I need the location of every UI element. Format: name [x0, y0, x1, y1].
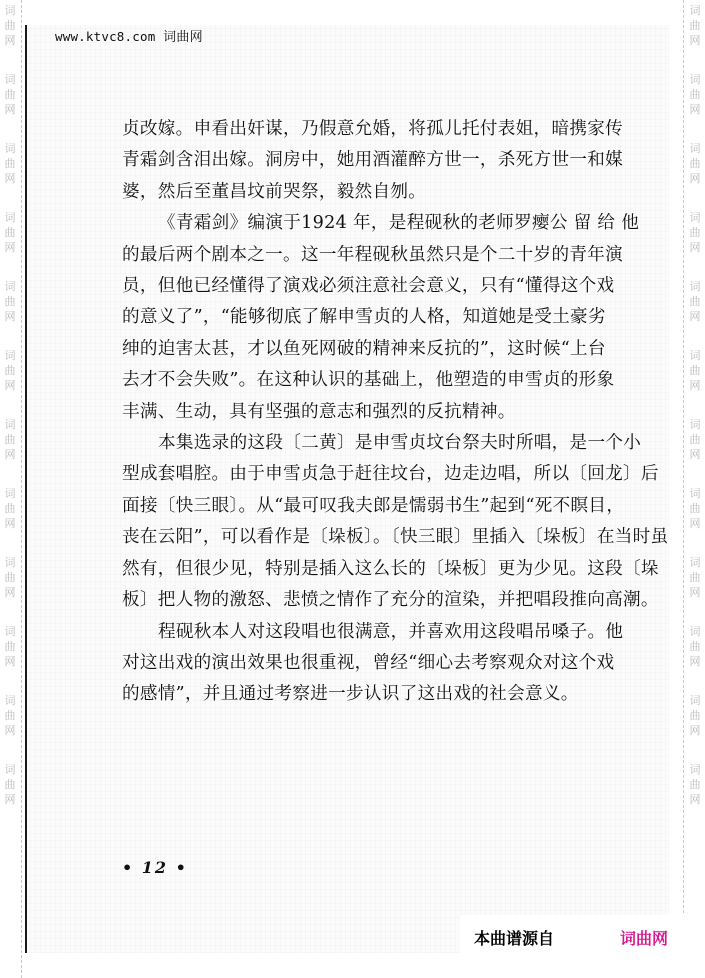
page-left-border	[25, 25, 27, 953]
watermark-char: 词	[689, 487, 701, 500]
watermark-char: 曲	[4, 157, 16, 170]
watermark-char: 网	[689, 793, 701, 806]
paragraph-1	[122, 114, 652, 208]
text-line: 本集选录的这段〔二黄〕是申雪贞坟台祭夫时所唱，是一个小	[158, 433, 642, 454]
text-line: 的意义了”，“能够彻底了解申雪贞的人格，知道她是受土豪劣	[122, 307, 606, 328]
watermark-group	[5, 348, 16, 393]
watermark-char: 词	[4, 625, 16, 638]
watermark-char: 曲	[4, 778, 16, 791]
text-line: 丰满、生动，具有坚强的意志和强烈的反抗精神。	[122, 401, 516, 422]
watermark-char: 曲	[689, 226, 701, 239]
article-body	[122, 114, 669, 711]
left-watermark-column	[0, 0, 20, 978]
watermark-char: 词	[689, 211, 701, 224]
watermark-char: 词	[689, 349, 701, 362]
watermark-char: 词	[689, 73, 701, 86]
text-line: 员，但他已经懂得了演戏必须注意社会意义，只有“懂得这个戏	[122, 276, 615, 297]
paragraph-2	[122, 208, 652, 428]
watermark-char: 词	[689, 556, 701, 569]
watermark-group	[690, 417, 701, 462]
watermark-char: 词	[4, 556, 16, 569]
watermark-char: 词	[689, 4, 701, 17]
watermark-char: 曲	[4, 364, 16, 377]
watermark-char: 曲	[689, 709, 701, 722]
watermark-group	[690, 210, 701, 255]
watermark-char: 词	[689, 142, 701, 155]
watermark-char: 网	[4, 379, 16, 392]
watermark-char: 曲	[4, 88, 16, 101]
watermark-char: 词	[4, 73, 16, 86]
watermark-group	[690, 348, 701, 393]
page-number: • 12 •	[122, 858, 188, 877]
text-line: 面接〔快三眼〕。从“最可叹我夫郎是懦弱书生”起到“死不瞑目，	[122, 495, 625, 516]
watermark-char: 词	[4, 4, 16, 17]
watermark-char: 词	[4, 763, 16, 776]
watermark-char: 词	[689, 625, 701, 638]
watermark-group	[690, 3, 701, 48]
watermark-group	[690, 693, 701, 738]
watermark-char: 词	[4, 694, 16, 707]
text-line: 婆，然后至董昌坟前哭祭，毅然自刎。	[122, 181, 427, 202]
watermark-group	[5, 417, 16, 462]
watermark-char: 曲	[689, 433, 701, 446]
text-line: 青霜剑含泪出嫁。洞房中，她用酒灌醉方世一，杀死方世一和媒	[122, 150, 624, 171]
watermark-char: 网	[4, 34, 16, 47]
watermark-char: 网	[689, 172, 701, 185]
watermark-char: 词	[689, 418, 701, 431]
watermark-char: 网	[689, 724, 701, 737]
watermark-char: 网	[4, 517, 16, 530]
watermark-char: 曲	[4, 502, 16, 515]
watermark-char: 词	[4, 280, 16, 293]
watermark-group	[5, 210, 16, 255]
watermark-char: 词	[4, 418, 16, 431]
site-header	[55, 26, 203, 45]
text-line: 的最后两个剧本之一。这一年程砚秋虽然只是个二十岁的青年演	[122, 244, 624, 265]
text-line: 丧在云阳”，可以看作是〔垛板〕。〔快三眼〕里插入〔垛板〕在当时虽	[122, 527, 669, 548]
watermark-char: 曲	[4, 433, 16, 446]
watermark-char: 网	[4, 448, 16, 461]
watermark-group	[5, 762, 16, 807]
paragraph-3	[122, 428, 669, 616]
watermark-char: 网	[4, 241, 16, 254]
watermark-group	[5, 555, 16, 600]
watermark-group	[5, 486, 16, 531]
watermark-char: 词	[689, 694, 701, 707]
watermark-group	[5, 693, 16, 738]
site-name: 词曲网	[163, 30, 203, 45]
watermark-char: 网	[689, 103, 701, 116]
watermark-char: 词	[4, 349, 16, 362]
watermark-char: 网	[689, 586, 701, 599]
watermark-char: 曲	[689, 640, 701, 653]
watermark-char: 词	[4, 142, 16, 155]
right-watermark-column	[685, 0, 705, 978]
watermark-char: 网	[4, 655, 16, 668]
watermark-char: 曲	[689, 571, 701, 584]
watermark-char: 曲	[4, 571, 16, 584]
watermark-group	[5, 3, 16, 48]
watermark-char: 网	[4, 172, 16, 185]
watermark-group	[5, 624, 16, 669]
watermark-char: 网	[689, 448, 701, 461]
watermark-group	[5, 279, 16, 324]
watermark-group	[690, 279, 701, 324]
watermark-char: 网	[689, 310, 701, 323]
watermark-char: 曲	[689, 364, 701, 377]
watermark-char: 网	[4, 103, 16, 116]
text-line: 绅的迫害太甚，才以鱼死网破的精神来反抗的”，这时候“上台	[122, 338, 606, 359]
text-line: 贞改嫁。申看出奸谋，乃假意允婚，将孤儿托付表姐，暗携家传	[122, 119, 624, 139]
watermark-char: 网	[4, 724, 16, 737]
watermark-char: 曲	[689, 88, 701, 101]
watermark-char: 曲	[689, 295, 701, 308]
watermark-char: 词	[4, 211, 16, 224]
watermark-char: 网	[4, 793, 16, 806]
watermark-char: 曲	[689, 502, 701, 515]
text-line: 然有，但很少见，特别是插入这么长的〔垛板〕更为少见。这段〔垛	[122, 558, 659, 579]
watermark-char: 网	[689, 517, 701, 530]
watermark-char: 网	[689, 655, 701, 668]
watermark-char: 词	[4, 487, 16, 500]
site-url: www.ktvc8.com	[55, 29, 156, 44]
text-line: 的感情”，并且通过考察进一步认识了这出戏的社会意义。	[122, 684, 579, 705]
watermark-char: 曲	[4, 640, 16, 653]
watermark-char: 曲	[689, 157, 701, 170]
watermark-group	[5, 72, 16, 117]
text-line: 去才不会失败”。在这种认识的基础上，他塑造的申雪贞的形象	[122, 370, 615, 391]
text-line: 板〕把人物的激怒、悲愤之情作了充分的渲染，并把唱段推向高潮。	[122, 590, 659, 611]
watermark-char: 网	[689, 241, 701, 254]
watermark-char: 曲	[4, 226, 16, 239]
watermark-group	[690, 486, 701, 531]
watermark-char: 网	[4, 310, 16, 323]
watermark-char: 词	[689, 763, 701, 776]
watermark-char: 曲	[689, 778, 701, 791]
watermark-char: 曲	[4, 19, 16, 32]
watermark-group	[690, 624, 701, 669]
text-line: 《青霜剑》编演于1924 年，是程砚秋的老师罗瘿公 留 给 他	[158, 213, 640, 234]
watermark-char: 词	[689, 280, 701, 293]
right-watermark-divider	[683, 0, 684, 978]
watermark-char: 网	[689, 34, 701, 47]
text-line: 型成套唱腔。由于申雪贞急于赶往坟台，边走边唱，所以〔回龙〕后	[122, 464, 659, 485]
watermark-char: 曲	[689, 19, 701, 32]
left-watermark-divider	[21, 0, 22, 978]
watermark-group	[690, 555, 701, 600]
watermark-char: 曲	[4, 709, 16, 722]
watermark-char: 网	[689, 379, 701, 392]
watermark-char: 曲	[4, 295, 16, 308]
footer-source-label: 本曲谱源自	[474, 929, 555, 948]
watermark-group	[690, 72, 701, 117]
watermark-group	[690, 141, 701, 186]
watermark-group	[690, 762, 701, 807]
watermark-group	[5, 141, 16, 186]
watermark-char: 网	[4, 586, 16, 599]
footer-brand-link[interactable]: 词曲网	[620, 929, 669, 948]
text-line: 对这出戏的演出效果也很重视，曾经“细心去考察观众对这个戏	[122, 652, 615, 673]
paragraph-4	[122, 617, 652, 711]
text-line: 程砚秋本人对这段唱也很满意，并喜欢用这段唱吊嗓子。他	[158, 621, 624, 642]
